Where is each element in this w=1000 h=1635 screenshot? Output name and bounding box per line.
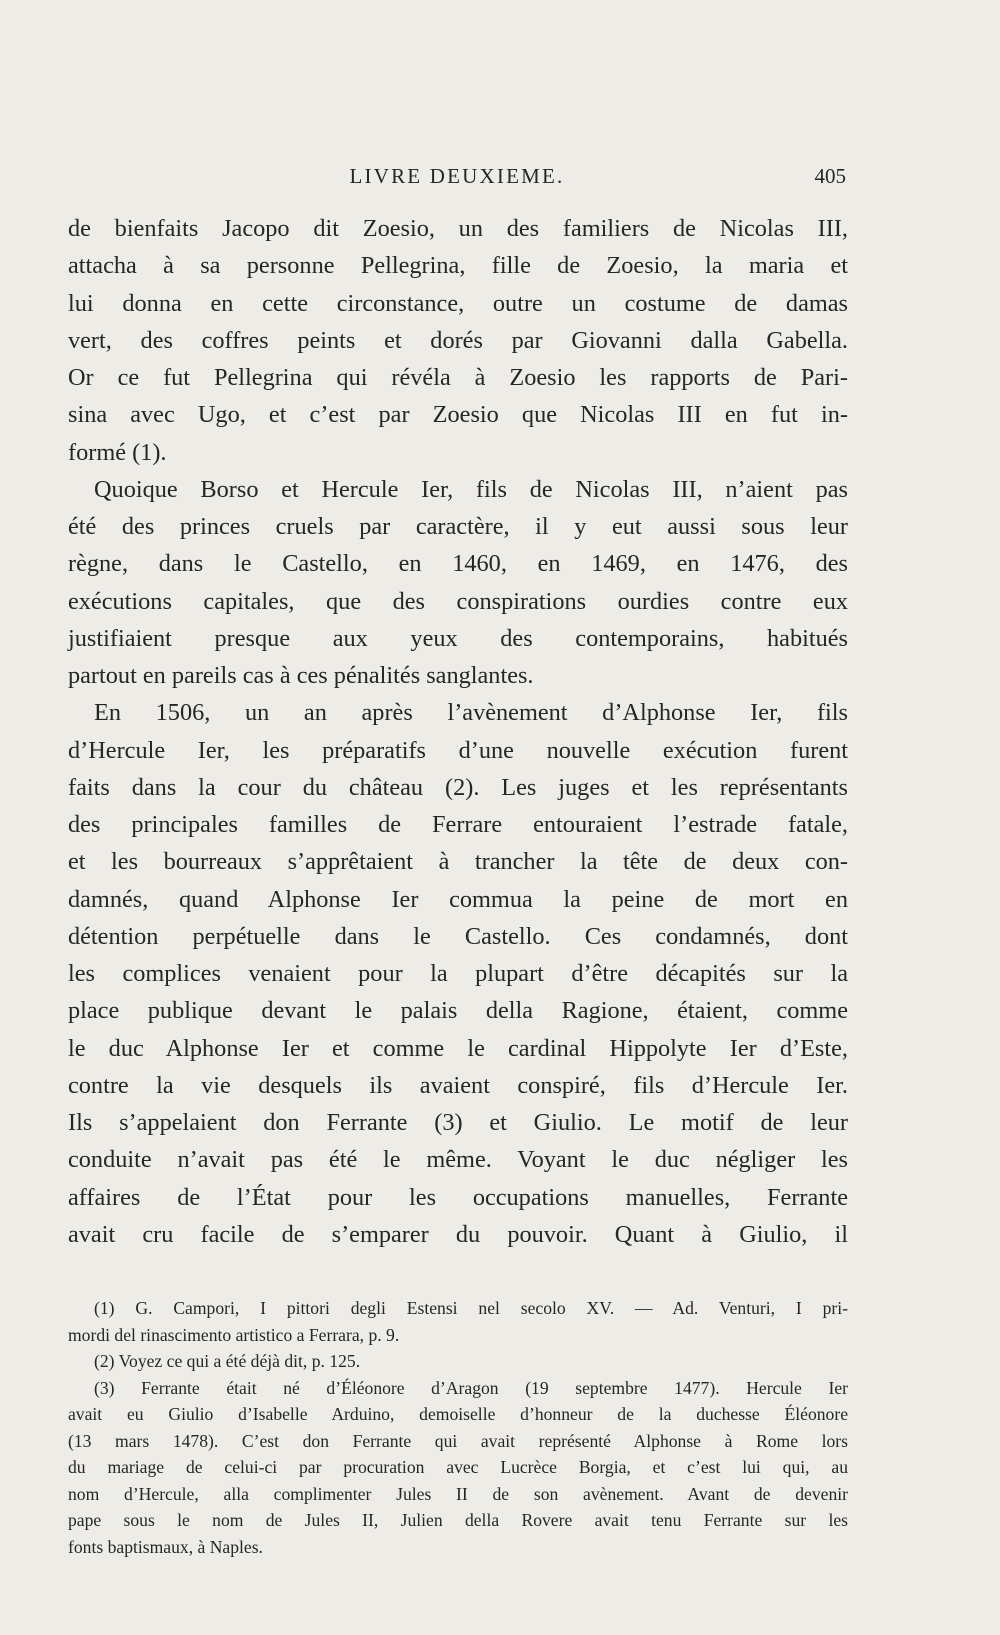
footnote-line: (2) Voyez ce qui a été déjà dit, p. 125.: [94, 1351, 361, 1371]
body-line: et les bourreaux s’apprêtaient à trancher la tête de deux con-: [68, 848, 848, 876]
body-line: En 1506, un an après l’avènement d’Alphonse Ier, fils: [94, 699, 848, 727]
body-line: les complices venaient pour la plupart d’être décapités sur la: [68, 960, 848, 987]
body-line: Quoique Borso et Hercule Ier, fils de Nicolas III, n’aient pas: [94, 475, 848, 503]
body-line: affaires de l’État pour les occupations manuelles, Ferrante: [68, 1183, 848, 1211]
footnote-line: du mariage de celui-ci par procuration avec Lucrèce Borgia, et c’est lui qui, au: [68, 1457, 848, 1477]
body-line: contre la vie desquels ils avaient conspiré, fils d’Hercule Ier.: [68, 1071, 848, 1099]
body-line: exécutions capitales, que des conspirations ourdies contre eux: [68, 587, 848, 615]
footnote-line: nom d’Hercule, alla complimenter Jules II de son avènement. Avant de devenir: [68, 1483, 848, 1504]
footnote-line: avait eu Giulio d’Isabelle Arduino, demoiselle d’honneur de la duchesse Éléonore: [68, 1404, 848, 1424]
body-text: [68, 210, 848, 1253]
body-line: détention perpétuelle dans le Castello. Ces condamnés, dont: [68, 922, 848, 950]
body-line: Or ce fut Pellegrina qui révéla à Zoesio les rapports de Pari-: [68, 364, 848, 391]
footnote-line: (13 mars 1478). C’est don Ferrante qui avait représenté Alphonse à Rome lors: [68, 1430, 848, 1451]
body-line: été des princes cruels par caractère, il y eut aussi sous leur: [68, 513, 848, 540]
footnote-line: mordi del rinascimento artistico a Ferrara, p. 9.: [68, 1324, 400, 1345]
body-line: formé (1).: [68, 438, 167, 466]
body-line: des principales familles de Ferrare entouraient l’estrade fatale,: [68, 811, 848, 838]
footnote-line: (1) G. Campori, I pittori degli Estensi nel secolo XV. — Ad. Venturi, I pri-: [94, 1298, 848, 1318]
body-line: conduite n’avait pas été le même. Voyant le duc négliger les: [68, 1146, 848, 1174]
body-line: damnés, quand Alphonse Ier commua la peine de mort en: [68, 885, 848, 913]
footnotes: [68, 1295, 848, 1560]
body-line: faits dans la cour du château (2). Les juges et les représentants: [68, 773, 848, 801]
body-line: place publique devant le palais della Ragione, étaient, comme: [68, 997, 848, 1025]
body-line: avait cru facile de s’emparer du pouvoir. Quant à Giulio, il: [68, 1220, 848, 1248]
footnote-line: (3) Ferrante était né d’Éléonore d’Aragon (19 septembre 1477). Hercule Ier: [94, 1377, 848, 1398]
page-number: 405: [814, 164, 846, 188]
running-title: LIVRE DEUXIEME.: [349, 164, 565, 188]
body-line: sina avec Ugo, et c’est par Zoesio que Nicolas III en fut in-: [68, 401, 848, 429]
body-line: d’Hercule Ier, les préparatifs d’une nouvelle exécution furent: [68, 736, 848, 764]
body-line: vert, des coffres peints et dorés par Giovanni dalla Gabella.: [68, 326, 848, 354]
body-line: justifiaient presque aux yeux des contemporains, habitués: [68, 624, 848, 652]
footnote-line: fonts baptismaux, à Naples.: [68, 1536, 263, 1557]
body-line: règne, dans le Castello, en 1460, en 1469, en 1476, des: [68, 550, 848, 578]
body-line: lui donna en cette circonstance, outre un costume de damas: [68, 289, 848, 317]
body-line: attacha à sa personne Pellegrina, fille de Zoesio, la maria et: [68, 252, 848, 280]
body-line: de bienfaits Jacopo dit Zoesio, un des familiers de Nicolas III,: [68, 215, 848, 242]
body-line: partout en pareils cas à ces pénalités sanglantes.: [68, 662, 534, 689]
body-line: Ils s’appelaient don Ferrante (3) et Giulio. Le motif de leur: [68, 1109, 848, 1136]
footnote-line: pape sous le nom de Jules II, Julien della Rovere avait tenu Ferrante sur les: [68, 1510, 848, 1530]
body-line: le duc Alphonse Ier et comme le cardinal Hippolyte Ier d’Este,: [68, 1034, 848, 1062]
page-header: [68, 164, 846, 194]
